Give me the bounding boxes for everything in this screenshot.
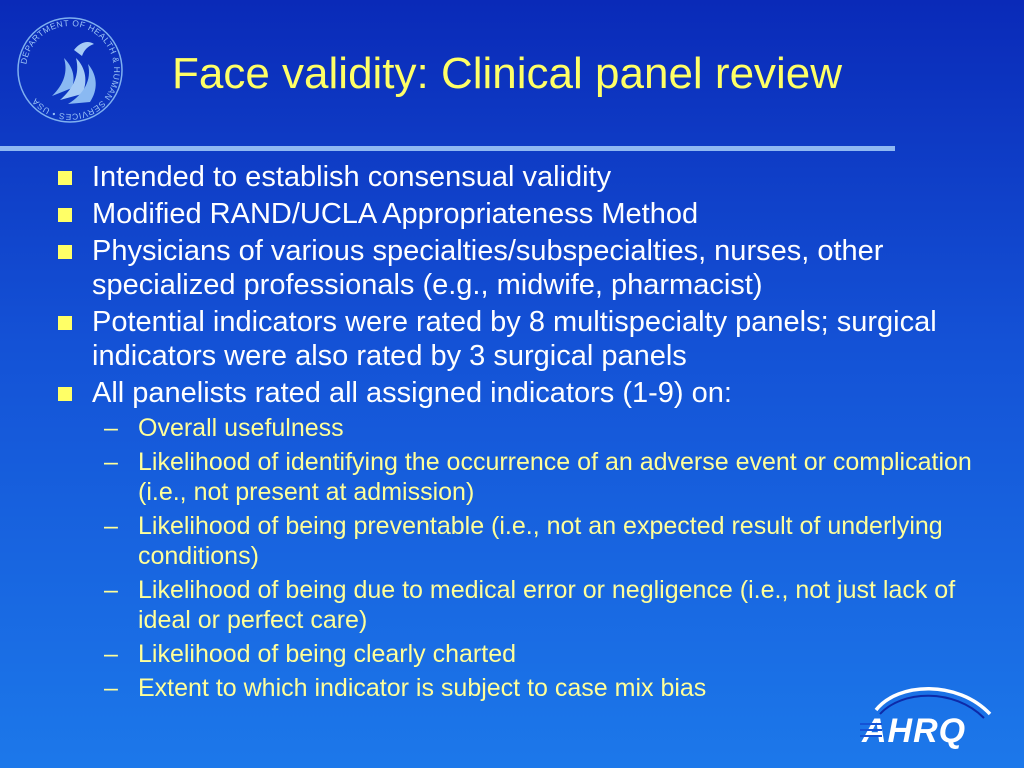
square-bullet-icon [58, 387, 72, 401]
sub-bullet-item [0, 447, 1000, 507]
bullet-list [0, 160, 1000, 707]
bullet-item [0, 305, 1000, 373]
sub-bullet-item [0, 413, 1000, 443]
dash-marker: – [104, 674, 118, 702]
slide-title: Face validity: Clinical panel review [172, 49, 843, 98]
bullet-text: Modified RAND/UCLA Appropriateness Method [92, 198, 699, 230]
sub-bullet-item [0, 575, 1000, 635]
dash-marker: – [104, 414, 118, 442]
bullet-text: Potential indicators were rated by 8 multispecialty panels; surgical indicators were also rated by 3 surgical panels [92, 306, 937, 372]
dash-marker: – [104, 640, 118, 668]
bullet-item [0, 160, 1000, 194]
square-bullet-icon [58, 208, 72, 222]
title-divider [0, 146, 895, 151]
svg-text:AHRQ: AHRQ [862, 712, 967, 750]
square-bullet-icon [58, 245, 72, 259]
bullet-text: All panelists rated all assigned indicators (1-9) on: [92, 377, 732, 409]
hhs-seal-icon [14, 14, 126, 126]
sub-bullet-text: Extent to which indicator is subject to case mix bias [138, 674, 707, 702]
sub-bullet-text: Likelihood of being due to medical error or negligence (i.e., not just lack of ideal or perfect care) [138, 576, 956, 634]
bullet-item [0, 197, 1000, 231]
bullet-item [0, 234, 1000, 302]
sub-bullet-text: Overall usefulness [138, 414, 344, 442]
bullet-item [0, 376, 1000, 410]
dash-marker: – [104, 512, 118, 540]
sub-bullet-item [0, 511, 1000, 571]
dash-marker: – [104, 448, 118, 476]
square-bullet-icon [58, 171, 72, 185]
bullet-text: Intended to establish consensual validity [92, 161, 612, 193]
sub-bullet-item [0, 673, 1000, 703]
sub-bullet-item [0, 639, 1000, 669]
svg-text:DEPARTMENT OF HEALTH & HUMAN S: DEPARTMENT OF HEALTH & HUMAN SERVICES • USA [18, 17, 123, 123]
sub-bullet-text: Likelihood of identifying the occurrence of an adverse event or complication (i.e., not present at admission) [138, 448, 972, 506]
sub-bullet-text: Likelihood of being clearly charted [138, 640, 517, 668]
ahrq-logo-icon [858, 680, 996, 752]
square-bullet-icon [58, 316, 72, 330]
sub-bullet-text: Likelihood of being preventable (i.e., not an expected result of underlying conditions) [138, 512, 943, 570]
dash-marker: – [104, 576, 118, 604]
bullet-text: Physicians of various specialties/subspecialties, nurses, other specialized professionals (e.g., midwife, pharmacist) [92, 235, 884, 301]
